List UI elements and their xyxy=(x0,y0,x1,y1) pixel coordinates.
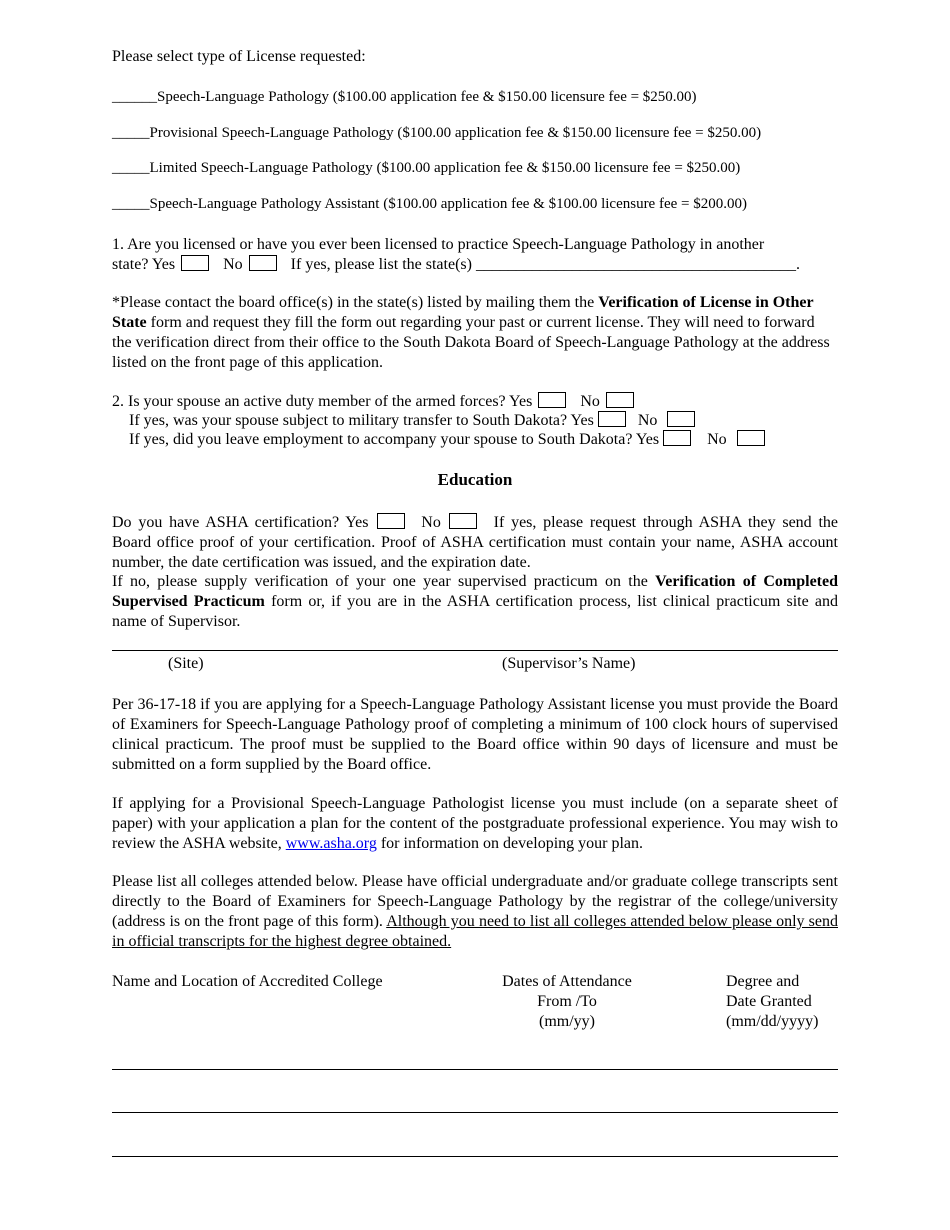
question-1-no-checkbox[interactable] xyxy=(249,255,277,271)
question-2b-no-label: No xyxy=(707,431,727,448)
degree-header-line-3: (mm/dd/yyyy) xyxy=(726,1013,819,1030)
question-1-no-label: No xyxy=(223,256,243,273)
license-option-blank[interactable]: ______ xyxy=(112,89,157,105)
verification-notice xyxy=(112,293,838,373)
asha-no-label: No xyxy=(421,514,441,531)
license-prompt: Please select type of License requested: xyxy=(112,48,366,65)
asha-yes-checkbox[interactable] xyxy=(377,513,405,529)
college-name-header: Name and Location of Accredited College xyxy=(112,973,383,990)
college-entry-line-2[interactable] xyxy=(112,1112,838,1113)
question-2-no-label: No xyxy=(580,393,600,410)
license-option-provisional[interactable] xyxy=(112,124,761,143)
question-2b-yes-checkbox[interactable] xyxy=(663,430,691,446)
education-heading: Education xyxy=(437,470,513,489)
provisional-requirement-paragraph xyxy=(112,794,838,854)
practicum-form-name: Verification of Completed Supervised Practicum xyxy=(112,573,838,610)
practicum-instructions xyxy=(112,572,838,632)
dates-header-line-1: Dates of Attendance xyxy=(502,973,632,990)
colleges-paragraph xyxy=(112,872,838,952)
question-1-text: 1. Are you licensed or have you ever been licensed to practice Speech-Language Pathology in another xyxy=(112,236,765,253)
question-2a-yes-checkbox[interactable] xyxy=(598,411,626,427)
question-1-yes-label: state? Yes xyxy=(112,256,176,273)
question-2a-text: If yes, was your spouse subject to military transfer to South Dakota? Yes xyxy=(129,412,594,429)
question-2a-no-label: No xyxy=(637,412,658,429)
question-1-yes-checkbox[interactable] xyxy=(181,255,209,271)
notice-text: *Please contact the board office(s) in the state(s) listed by mailing them the xyxy=(112,294,599,311)
site-label: (Site) xyxy=(168,655,204,672)
license-option-assistant[interactable] xyxy=(112,195,747,214)
dates-header-line-2: From /To xyxy=(537,993,597,1010)
dates-attendance-header xyxy=(492,972,642,1032)
degree-header xyxy=(726,972,818,1032)
license-option-label: Limited Speech-Language Pathology ($100.00 application fee & $150.00 licensure fee = $250.00) xyxy=(149,160,741,176)
notice-text-2: form and request they fill the form out regarding your past or current license. They will need to forward the verification direct from their office to the South Dakota Board of Speech-Language Pathology at the address listed on the front page of this application. xyxy=(112,314,830,371)
site-supervisor-line[interactable] xyxy=(112,650,838,651)
provisional-text-2: for information on developing your plan. xyxy=(376,835,644,852)
question-2-no-checkbox[interactable] xyxy=(606,392,634,408)
notice-form-name: Verification of License in Other State xyxy=(112,294,814,331)
question-1-states-field[interactable]: If yes, please list the state(s) ________________________________________. xyxy=(290,256,800,273)
asha-website-link[interactable]: www.asha.org xyxy=(285,835,377,852)
question-2b xyxy=(129,430,769,450)
colleges-transcript-note: Although you need to list all colleges attended below please only send in official transcripts for the highest degree obtained. xyxy=(112,913,838,950)
license-option-slp[interactable] xyxy=(112,88,697,107)
license-option-limited[interactable] xyxy=(112,159,740,178)
practicum-text: If no, please supply verification of your one year supervised practicum on the xyxy=(112,573,656,590)
supervisor-name-label: (Supervisor’s Name) xyxy=(502,655,636,672)
asha-question xyxy=(112,513,838,573)
question-2b-no-checkbox[interactable] xyxy=(737,430,765,446)
question-2a xyxy=(129,411,699,431)
question-2b-text: If yes, did you leave employment to accompany your spouse to South Dakota? Yes xyxy=(129,431,660,448)
license-option-blank[interactable]: _____ xyxy=(112,160,150,176)
license-option-label: Provisional Speech-Language Pathology ($100.00 application fee & $150.00 licensure fee = $250.00) xyxy=(149,125,762,141)
question-2a-no-checkbox[interactable] xyxy=(667,411,695,427)
asha-instructions: If yes, please request through ASHA they send the Board office proof of your certification. Proof of ASHA certification must contain your name, ASHA account number, the date certification was issued, and the expiration date. xyxy=(112,514,839,571)
license-option-label: Speech-Language Pathology ($100.00 application fee & $150.00 licensure fee = $250.00) xyxy=(157,89,697,105)
question-2 xyxy=(112,392,638,412)
dates-header-line-3: (mm/yy) xyxy=(539,1013,595,1030)
asha-no-checkbox[interactable] xyxy=(449,513,477,529)
colleges-text: Please list all colleges attended below. Please have official undergraduate and/or graduate college transcripts sent directly to the Board of Examiners for Speech-Language Pathology by the registrar of the college/university (address is on the front page of this form). xyxy=(112,873,838,930)
question-2-text: 2. Is your spouse an active duty member of the armed forces? Yes xyxy=(112,393,533,410)
provisional-text: If applying for a Provisional Speech-Language Pathologist license you must include (on a separate sheet of paper) with your application a plan for the content of the postgraduate professional experience. You may wish to review the ASHA website, xyxy=(112,795,838,852)
degree-header-line-2: Date Granted xyxy=(726,993,812,1010)
practicum-text-2: form or, if you are in the ASHA certification process, list clinical practicum site and name of Supervisor. xyxy=(112,593,838,630)
assistant-requirement-paragraph: Per 36-17-18 if you are applying for a Speech-Language Pathology Assistant license you must provide the Board of Examiners for Speech-Language Pathology proof of completing a minimum of 100 clock hours of supervised clinical practicum. The proof must be supplied to the Board office within 90 days of licensure and must be submitted on a form supplied by the Board office. xyxy=(112,696,838,773)
college-entry-line-3[interactable] xyxy=(112,1156,838,1157)
question-1 xyxy=(112,235,842,275)
degree-header-line-1: Degree and xyxy=(726,973,800,990)
license-option-blank[interactable]: _____ xyxy=(112,196,150,212)
license-option-label: Speech-Language Pathology Assistant ($100.00 application fee & $100.00 licensure fee = $200.00) xyxy=(149,196,747,212)
question-2-yes-checkbox[interactable] xyxy=(538,392,566,408)
license-option-blank[interactable]: _____ xyxy=(112,125,150,141)
college-entry-line-1[interactable] xyxy=(112,1069,838,1070)
asha-question-text: Do you have ASHA certification? Yes xyxy=(112,514,369,531)
